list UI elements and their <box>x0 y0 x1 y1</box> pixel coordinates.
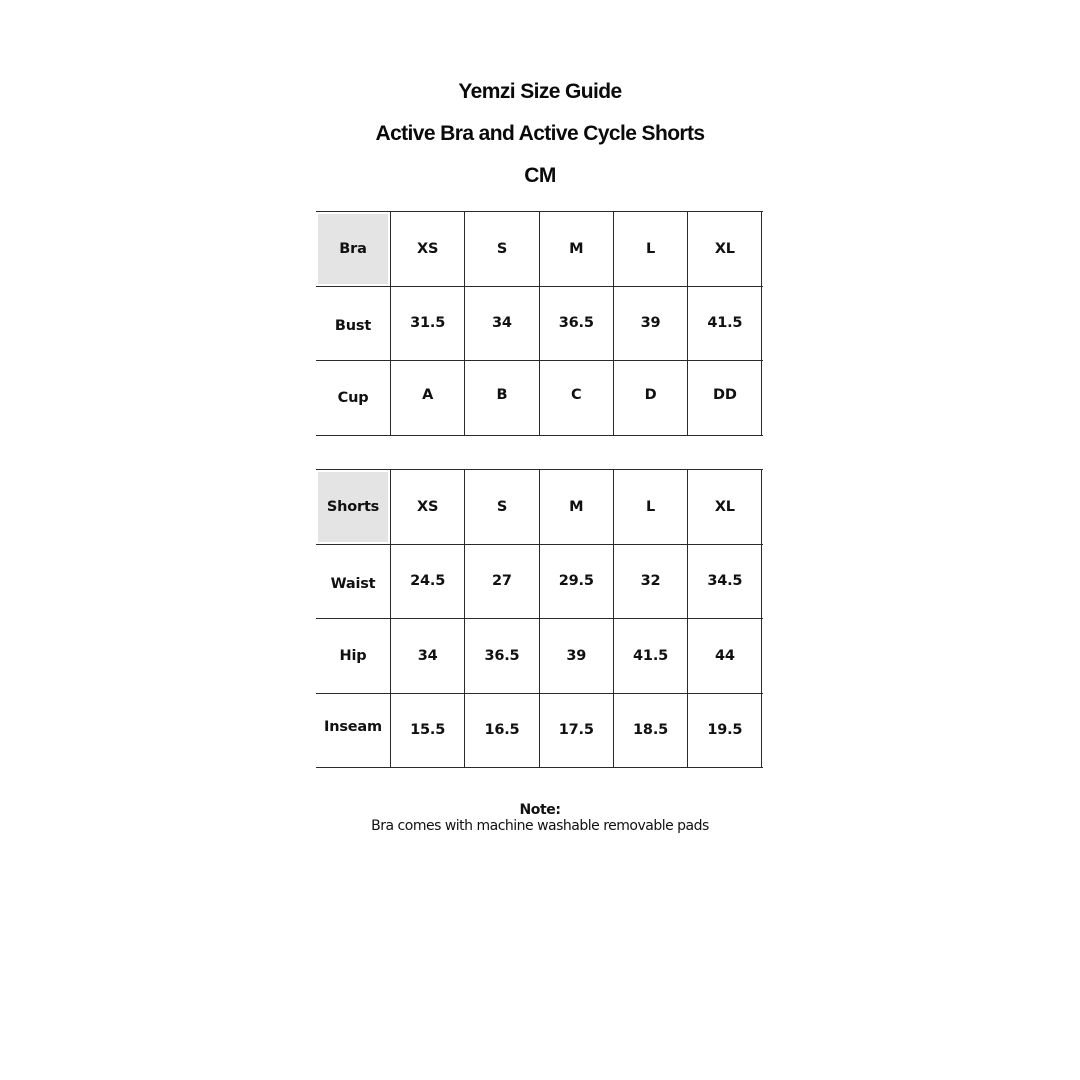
table-cell <box>390 545 464 619</box>
table-cell <box>539 545 613 619</box>
table-corner-label: Shorts <box>326 498 380 515</box>
table-cell <box>390 287 464 361</box>
cell-value: 32 <box>640 573 661 590</box>
cell-value: 27 <box>492 573 512 590</box>
table-corner-cell <box>316 212 390 286</box>
table-right-edge <box>761 470 762 544</box>
cell-value: 31.5 <box>410 315 446 332</box>
cell-value: 34 <box>492 315 512 332</box>
note-text: Bra comes with machine washable removable pads <box>371 818 709 834</box>
table-cell <box>613 694 687 768</box>
row-label: Waist <box>330 576 376 593</box>
table-right-edge <box>761 545 762 619</box>
cell-value: 36.5 <box>558 315 594 332</box>
cell-value: 44 <box>714 647 735 664</box>
table-cell <box>390 694 464 768</box>
row-label-cell <box>316 361 390 435</box>
table-cell <box>464 694 538 768</box>
cell-value: 19.5 <box>707 722 743 739</box>
table-cell <box>539 287 613 361</box>
table-right-edge <box>761 361 762 435</box>
table-cell <box>464 361 538 435</box>
size-header-cell <box>539 212 613 286</box>
size-label: S <box>496 498 508 515</box>
table-row <box>316 693 763 769</box>
size-label: L <box>646 498 656 515</box>
table-cell <box>390 619 464 693</box>
size-label: XL <box>714 498 735 515</box>
shorts-size-table <box>316 469 763 768</box>
row-label: Inseam <box>324 719 382 736</box>
cell-value: DD <box>712 386 737 403</box>
table-cell <box>613 361 687 435</box>
size-label: XS <box>417 498 439 515</box>
cell-value: 15.5 <box>410 722 446 739</box>
row-label-cell <box>316 287 390 361</box>
row-label-cell <box>316 545 390 619</box>
cell-value: B <box>496 386 508 403</box>
table-cell <box>687 361 761 435</box>
table-row <box>316 618 763 693</box>
table-cell <box>687 694 761 768</box>
table-right-edge <box>761 287 762 361</box>
size-header-cell <box>464 470 538 544</box>
size-label: XS <box>417 240 439 257</box>
size-header-cell <box>390 470 464 544</box>
size-header-cell <box>613 212 687 286</box>
table-cell <box>390 361 464 435</box>
size-header-cell <box>687 470 761 544</box>
row-label: Cup <box>337 389 369 406</box>
table-row <box>316 544 763 619</box>
size-header-cell <box>539 470 613 544</box>
cell-value: D <box>644 386 657 403</box>
cell-value: 29.5 <box>558 573 594 590</box>
table-header-row <box>316 469 763 544</box>
table-row <box>316 286 763 361</box>
table-cell <box>539 694 613 768</box>
cell-value: 39 <box>566 647 587 664</box>
cell-value: 34 <box>417 647 438 664</box>
table-cell <box>464 287 538 361</box>
table-cell <box>613 287 687 361</box>
table-cell <box>613 619 687 693</box>
size-header-cell <box>687 212 761 286</box>
size-header-cell <box>390 212 464 286</box>
cell-value: 17.5 <box>558 722 594 739</box>
table-corner-cell <box>316 470 390 544</box>
cell-value: 39 <box>640 315 661 332</box>
cell-value: 24.5 <box>410 573 446 590</box>
table-cell <box>464 619 538 693</box>
size-label: M <box>569 240 584 257</box>
size-label: S <box>496 240 508 257</box>
table-cell <box>687 545 761 619</box>
cell-value: 36.5 <box>484 647 520 664</box>
table-right-edge <box>761 619 762 693</box>
page-title: Yemzi Size Guide <box>458 80 622 103</box>
size-label: L <box>646 240 656 257</box>
row-label-cell <box>316 619 390 693</box>
table-cell <box>687 287 761 361</box>
cell-value: C <box>571 386 582 403</box>
cell-value: 16.5 <box>484 722 520 739</box>
row-label: Hip <box>339 647 367 664</box>
table-cell <box>464 545 538 619</box>
size-header-cell <box>613 470 687 544</box>
row-label-cell <box>316 694 390 768</box>
bra-size-table <box>316 211 763 436</box>
cell-value: 41.5 <box>633 647 669 664</box>
page-subtitle: Active Bra and Active Cycle Shorts <box>375 122 705 145</box>
size-label: XL <box>714 240 735 257</box>
size-header-cell <box>464 212 538 286</box>
row-label: Bust <box>334 318 372 335</box>
cell-value: 41.5 <box>707 315 743 332</box>
size-label: M <box>569 498 584 515</box>
table-cell <box>613 545 687 619</box>
table-cell <box>539 619 613 693</box>
table-cell <box>687 619 761 693</box>
cell-value: A <box>422 386 434 403</box>
table-header-row <box>316 211 763 286</box>
table-right-edge <box>761 212 762 286</box>
table-corner-label: Bra <box>339 240 367 257</box>
cell-value: 34.5 <box>707 573 743 590</box>
cell-value: 18.5 <box>633 722 669 739</box>
table-right-edge <box>761 694 762 768</box>
table-cell <box>539 361 613 435</box>
table-row <box>316 360 763 436</box>
measurement-unit: CM <box>524 164 556 187</box>
note-label: Note: <box>519 802 561 818</box>
